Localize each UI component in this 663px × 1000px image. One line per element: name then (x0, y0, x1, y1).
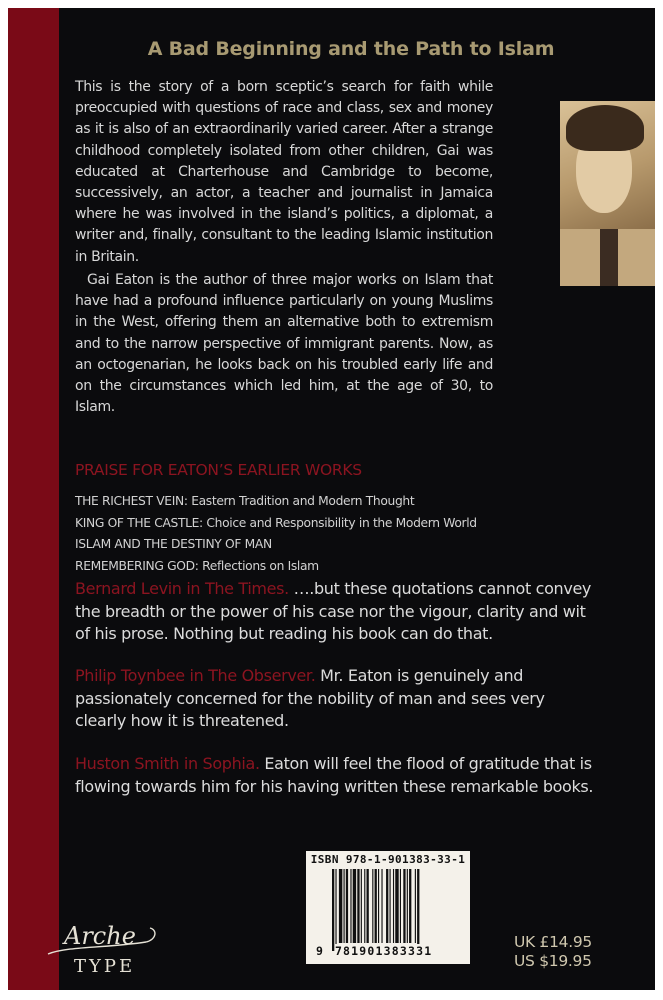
review-quote (75, 578, 595, 646)
review-quote (75, 753, 595, 798)
blurb-paragraph-1: This is the story of a born sceptic’s search for faith while preoccupied with questions of race and class, sex and money as it is also of an extraordinarily varied career. After a strange childhood completely isolated from other children, Gai was educated at Charterhouse and Cambridge to become, successively, an actor, a teacher and journalist in Jamaica where he was involved in the island’s politics, a diplomat, a writer and, finally, consultant to the leading Islamic institution in Britain. (75, 79, 493, 265)
barcode-bar (339, 869, 342, 943)
book-back-cover (8, 8, 655, 990)
price-uk: UK £14.95 (514, 933, 592, 951)
barcode-bar (361, 869, 362, 943)
quote-source: Huston Smith in Sophia. (75, 754, 260, 773)
quote-text: Mr. Eaton is genuinely and passionately concerned for the nobility of man and sees very clearly how it is threatened. (75, 666, 545, 730)
barcode-bar (393, 869, 394, 943)
logo-line-1: Arche (64, 922, 136, 950)
ean-first-digit: 9 (316, 944, 323, 958)
quote-source: Philip Toynbee in The Observer. (75, 666, 316, 685)
quote-text: ….but these quotations cannot convey the breadth or the power of his case nor the vigour, clarity and wit of his prose. Nothing but reading his book can do that. (75, 579, 592, 643)
barcode-bar (403, 869, 405, 943)
barcode-bar (417, 869, 419, 951)
barcode-bar (407, 869, 408, 943)
quote-source: Bernard Levin in The Times. (75, 579, 289, 598)
praise-heading: PRAISE FOR EATON’S EARLIER WORKS (75, 461, 362, 479)
ean-digits (316, 944, 432, 958)
quote-text: Eaton will feel the flood of gratitude that is flowing towards him for his having written these remarkable books. (75, 754, 594, 796)
barcode-bar (344, 869, 345, 943)
barcode-bar (375, 869, 377, 943)
photo-hair (566, 105, 644, 151)
barcode-bar (409, 869, 411, 943)
isbn-barcode (306, 851, 470, 964)
work-item: THE RICHEST VEIN: Eastern Tradition and Modern Thought (75, 494, 415, 508)
archetype-logo-graphic (38, 912, 178, 982)
barcode-bar (367, 869, 369, 943)
barcode-bar (335, 869, 336, 951)
red-spine-strip (8, 8, 59, 990)
isbn-number: ISBN 978-1-901383-33-1 (310, 853, 466, 866)
barcode-bar (364, 869, 365, 943)
archetype-publisher-logo (38, 912, 178, 982)
logo-line-2: TYPE (74, 956, 136, 977)
photo-tie (600, 229, 618, 286)
barcode-bar (350, 869, 351, 943)
work-item: KING OF THE CASTLE: Choice and Responsibility in the Modern World (75, 515, 477, 530)
price-block (514, 933, 592, 971)
barcode-bar (400, 869, 401, 943)
barcode-bar (332, 869, 334, 951)
earlier-works-list (75, 491, 477, 577)
ean-remaining-digits: 781901383331 (334, 944, 433, 958)
barcode-bar (346, 869, 348, 943)
book-title (8, 38, 655, 60)
work-item: ISLAM AND THE DESTINY OF MAN (75, 537, 272, 551)
barcode-bar (357, 869, 359, 943)
book-title-text: A Bad Beginning and the Path to Islam (147, 38, 555, 60)
review-quote (75, 665, 595, 733)
barcode-bar (415, 869, 416, 943)
barcode-bar (386, 869, 388, 943)
barcode-bar (378, 869, 379, 943)
author-photo (560, 101, 655, 286)
barcode-bar (390, 869, 391, 943)
barcode-bar (395, 869, 398, 943)
barcode-bars (332, 869, 452, 951)
blurb-paragraph-2: Gai Eaton is the author of three major works on Islam that have had a profound influence particularly on young Muslims in the West, offering them an alternative both to extremism and to the narrow perspective of immigrant parents. Now, as an octogenarian, he looks back on his troubled early life and on the circumstances which led him, at the age of 30, to Islam. (75, 272, 493, 416)
barcode-bar (381, 869, 382, 943)
price-us: US $19.95 (514, 952, 592, 970)
barcode-bar (353, 869, 356, 943)
barcode-bar (372, 869, 373, 943)
work-item: REMEMBERING GOD: Reflections on Islam (75, 558, 319, 573)
